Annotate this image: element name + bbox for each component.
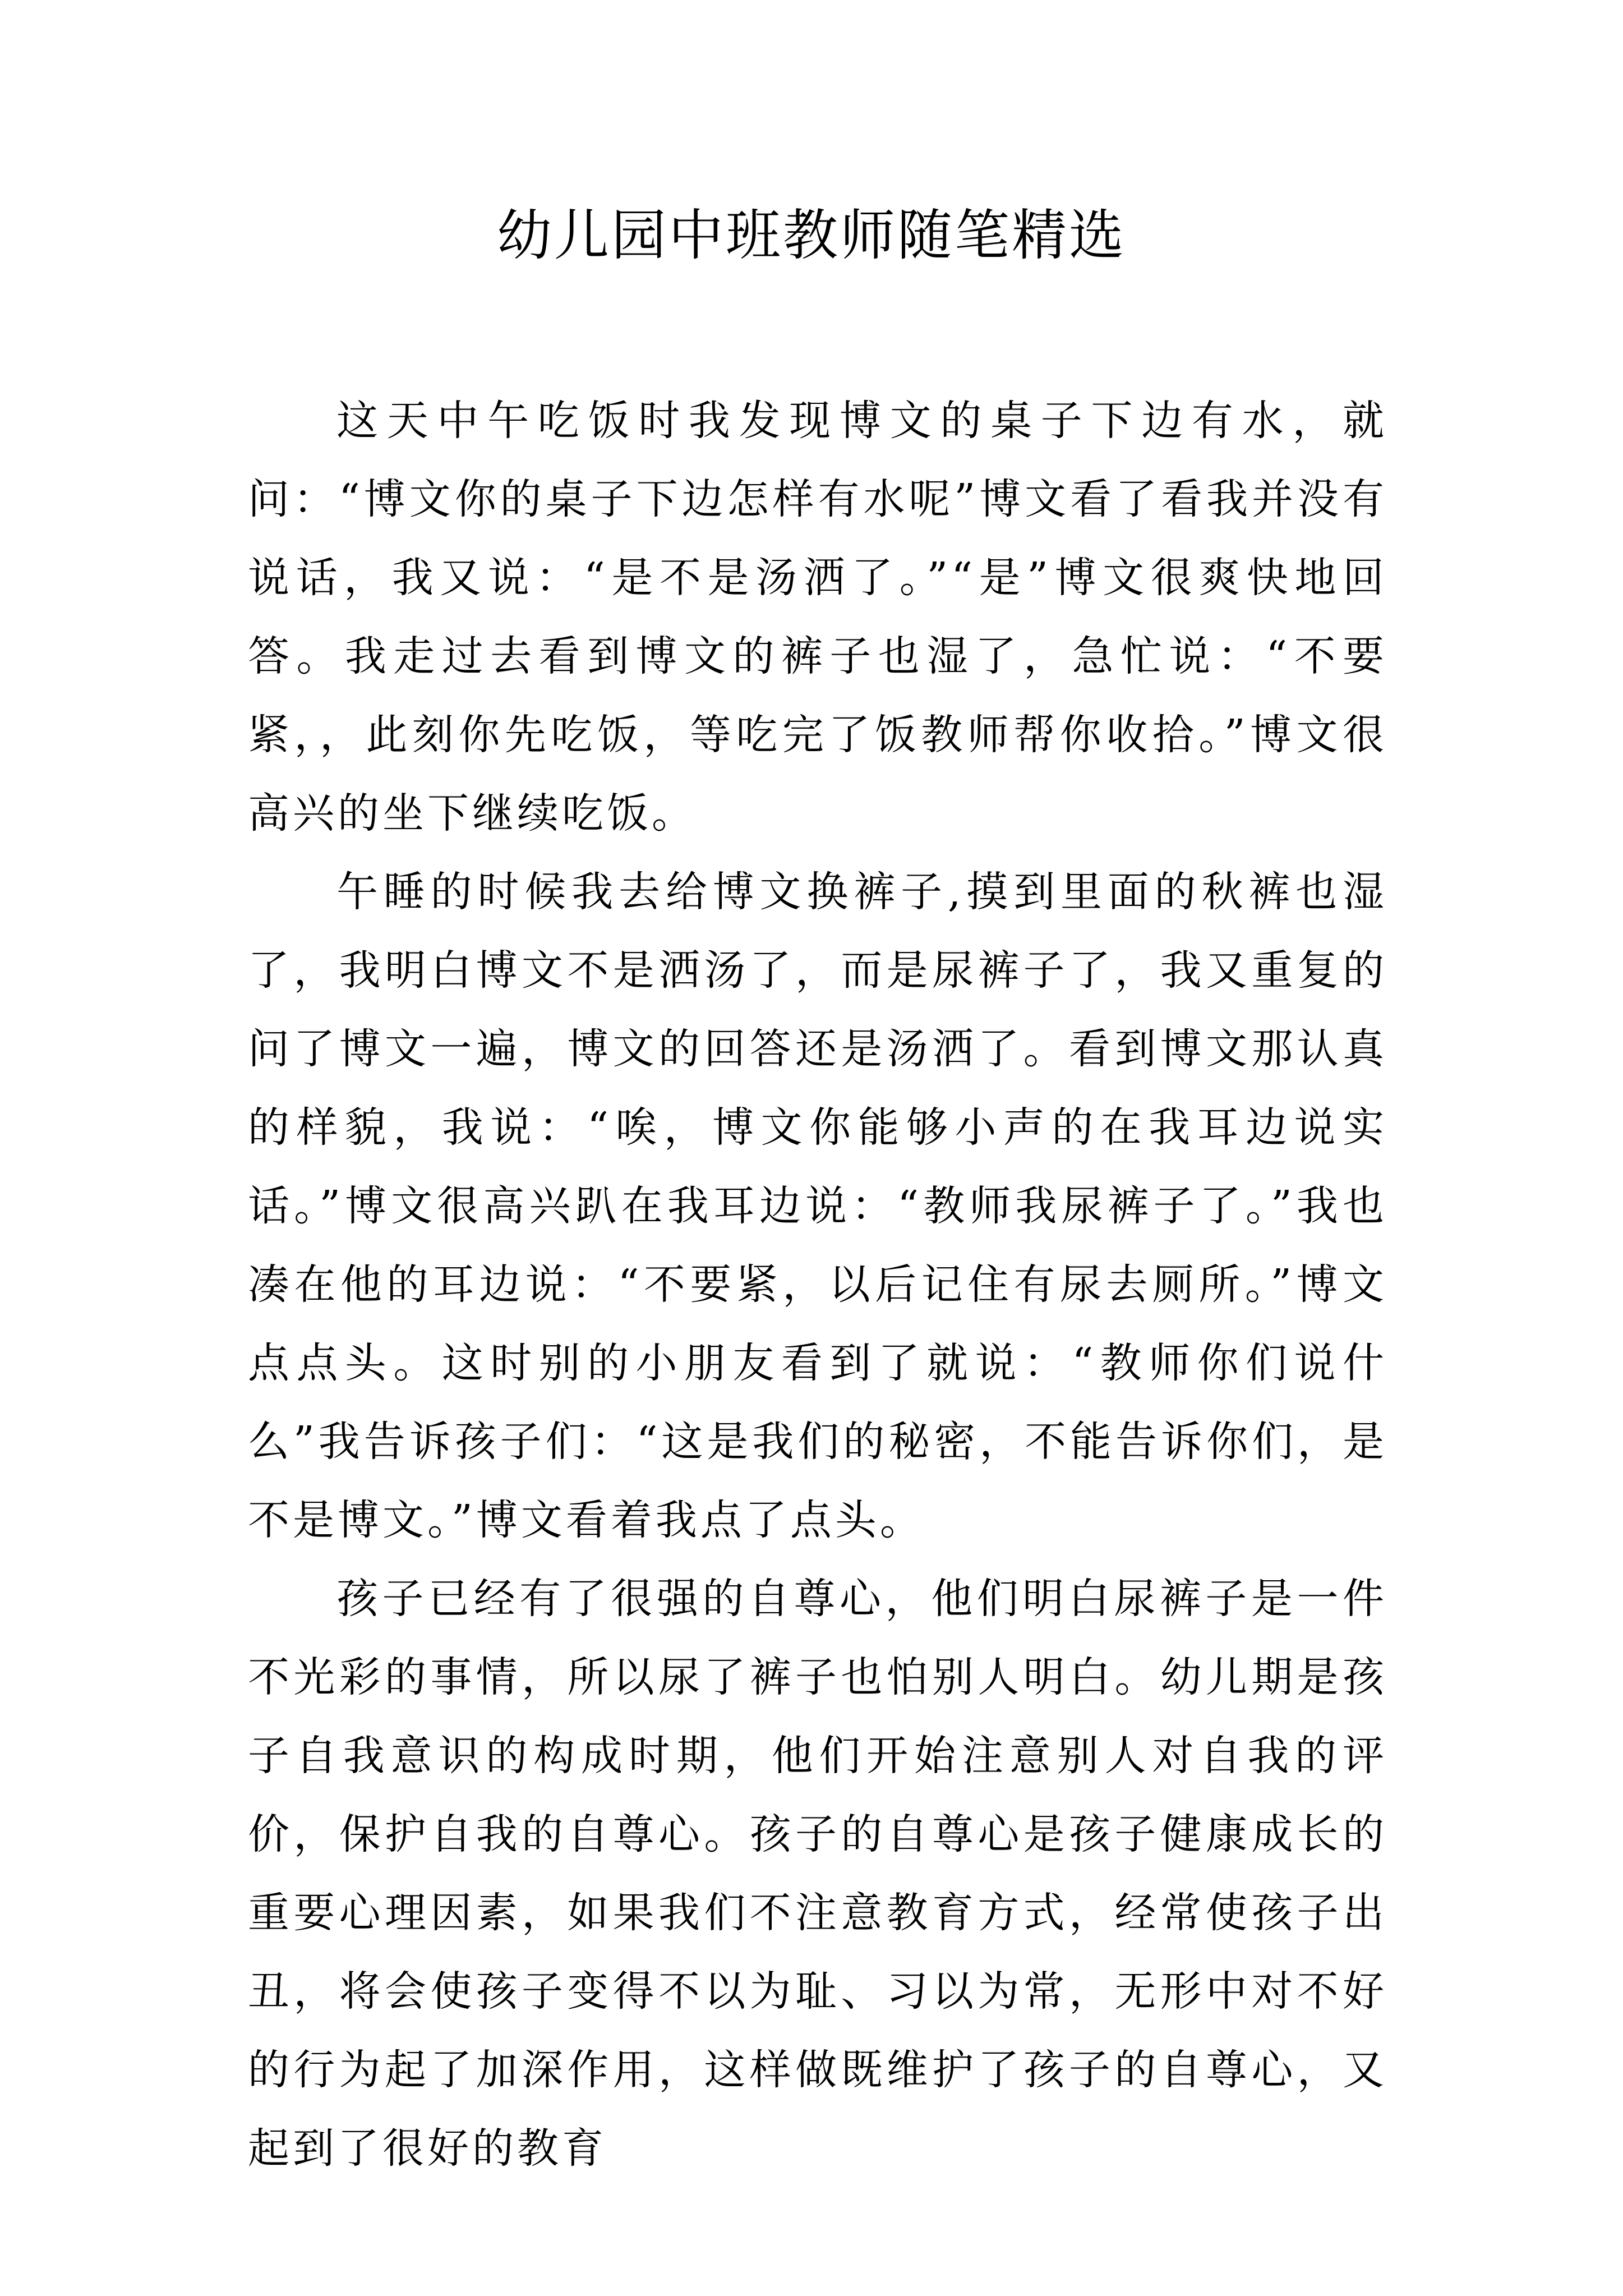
paragraph-3: 孩子已经有了很强的自尊心，他们明白尿裤子是一件不光彩的事情，所以尿了裤子也怕别人明白。幼儿期是孩子自我意识的构成时期，他们开始注意别人对自我的评价，保护自我的自尊心。孩子的自尊心是孩子健康成长的重要心理因素，如果我们不注意教育方式，经常使孩子出丑，将会使孩子变得不以为耻、习以为常，无形中对不好的行为起了加深作用，这样做既维护了孩子的自尊心，又起到了很好的教育 [248,1575,1387,2173]
paragraph-2: 午睡的时候我去给博文换裤子,摸到里面的秋裤也湿了，我明白博文不是洒汤了，而是尿裤子了，我又重复的问了博文一遍，博文的回答还是汤洒了。看到博文那认真的样貌，我说：“唉，博文你能够小声的在我耳边说实话。”博文很高兴趴在我耳边说：“教师我尿裤子了。”我也凑在他的耳边说：“不要紧，以后记住有尿去厕所。”博文点点头。这时别的小朋友看到了就说：“教师你们说什么”我告诉孩子们：“这是我们的秘密，不能告诉你们，是不是博文。”博文看着我点了点头。 [248,868,1387,1544]
document-title: 幼儿园中班教师随笔精选 [496,204,1126,268]
paragraph-1: 这天中午吃饭时我发现博文的桌子下边有水，就问：“博文你的桌子下边怎样有水呢”博文看了看我并没有说话，我又说：“是不是汤洒了。”“是”博文很爽快地回答。我走过去看到博文的裤子也湿了，急忙说：“不要紧，，此刻你先吃饭，等吃完了饭教师帮你收拾。”博文很高兴的坐下继续吃饭。 [248,397,1387,838]
document-body [248,381,1387,2188]
